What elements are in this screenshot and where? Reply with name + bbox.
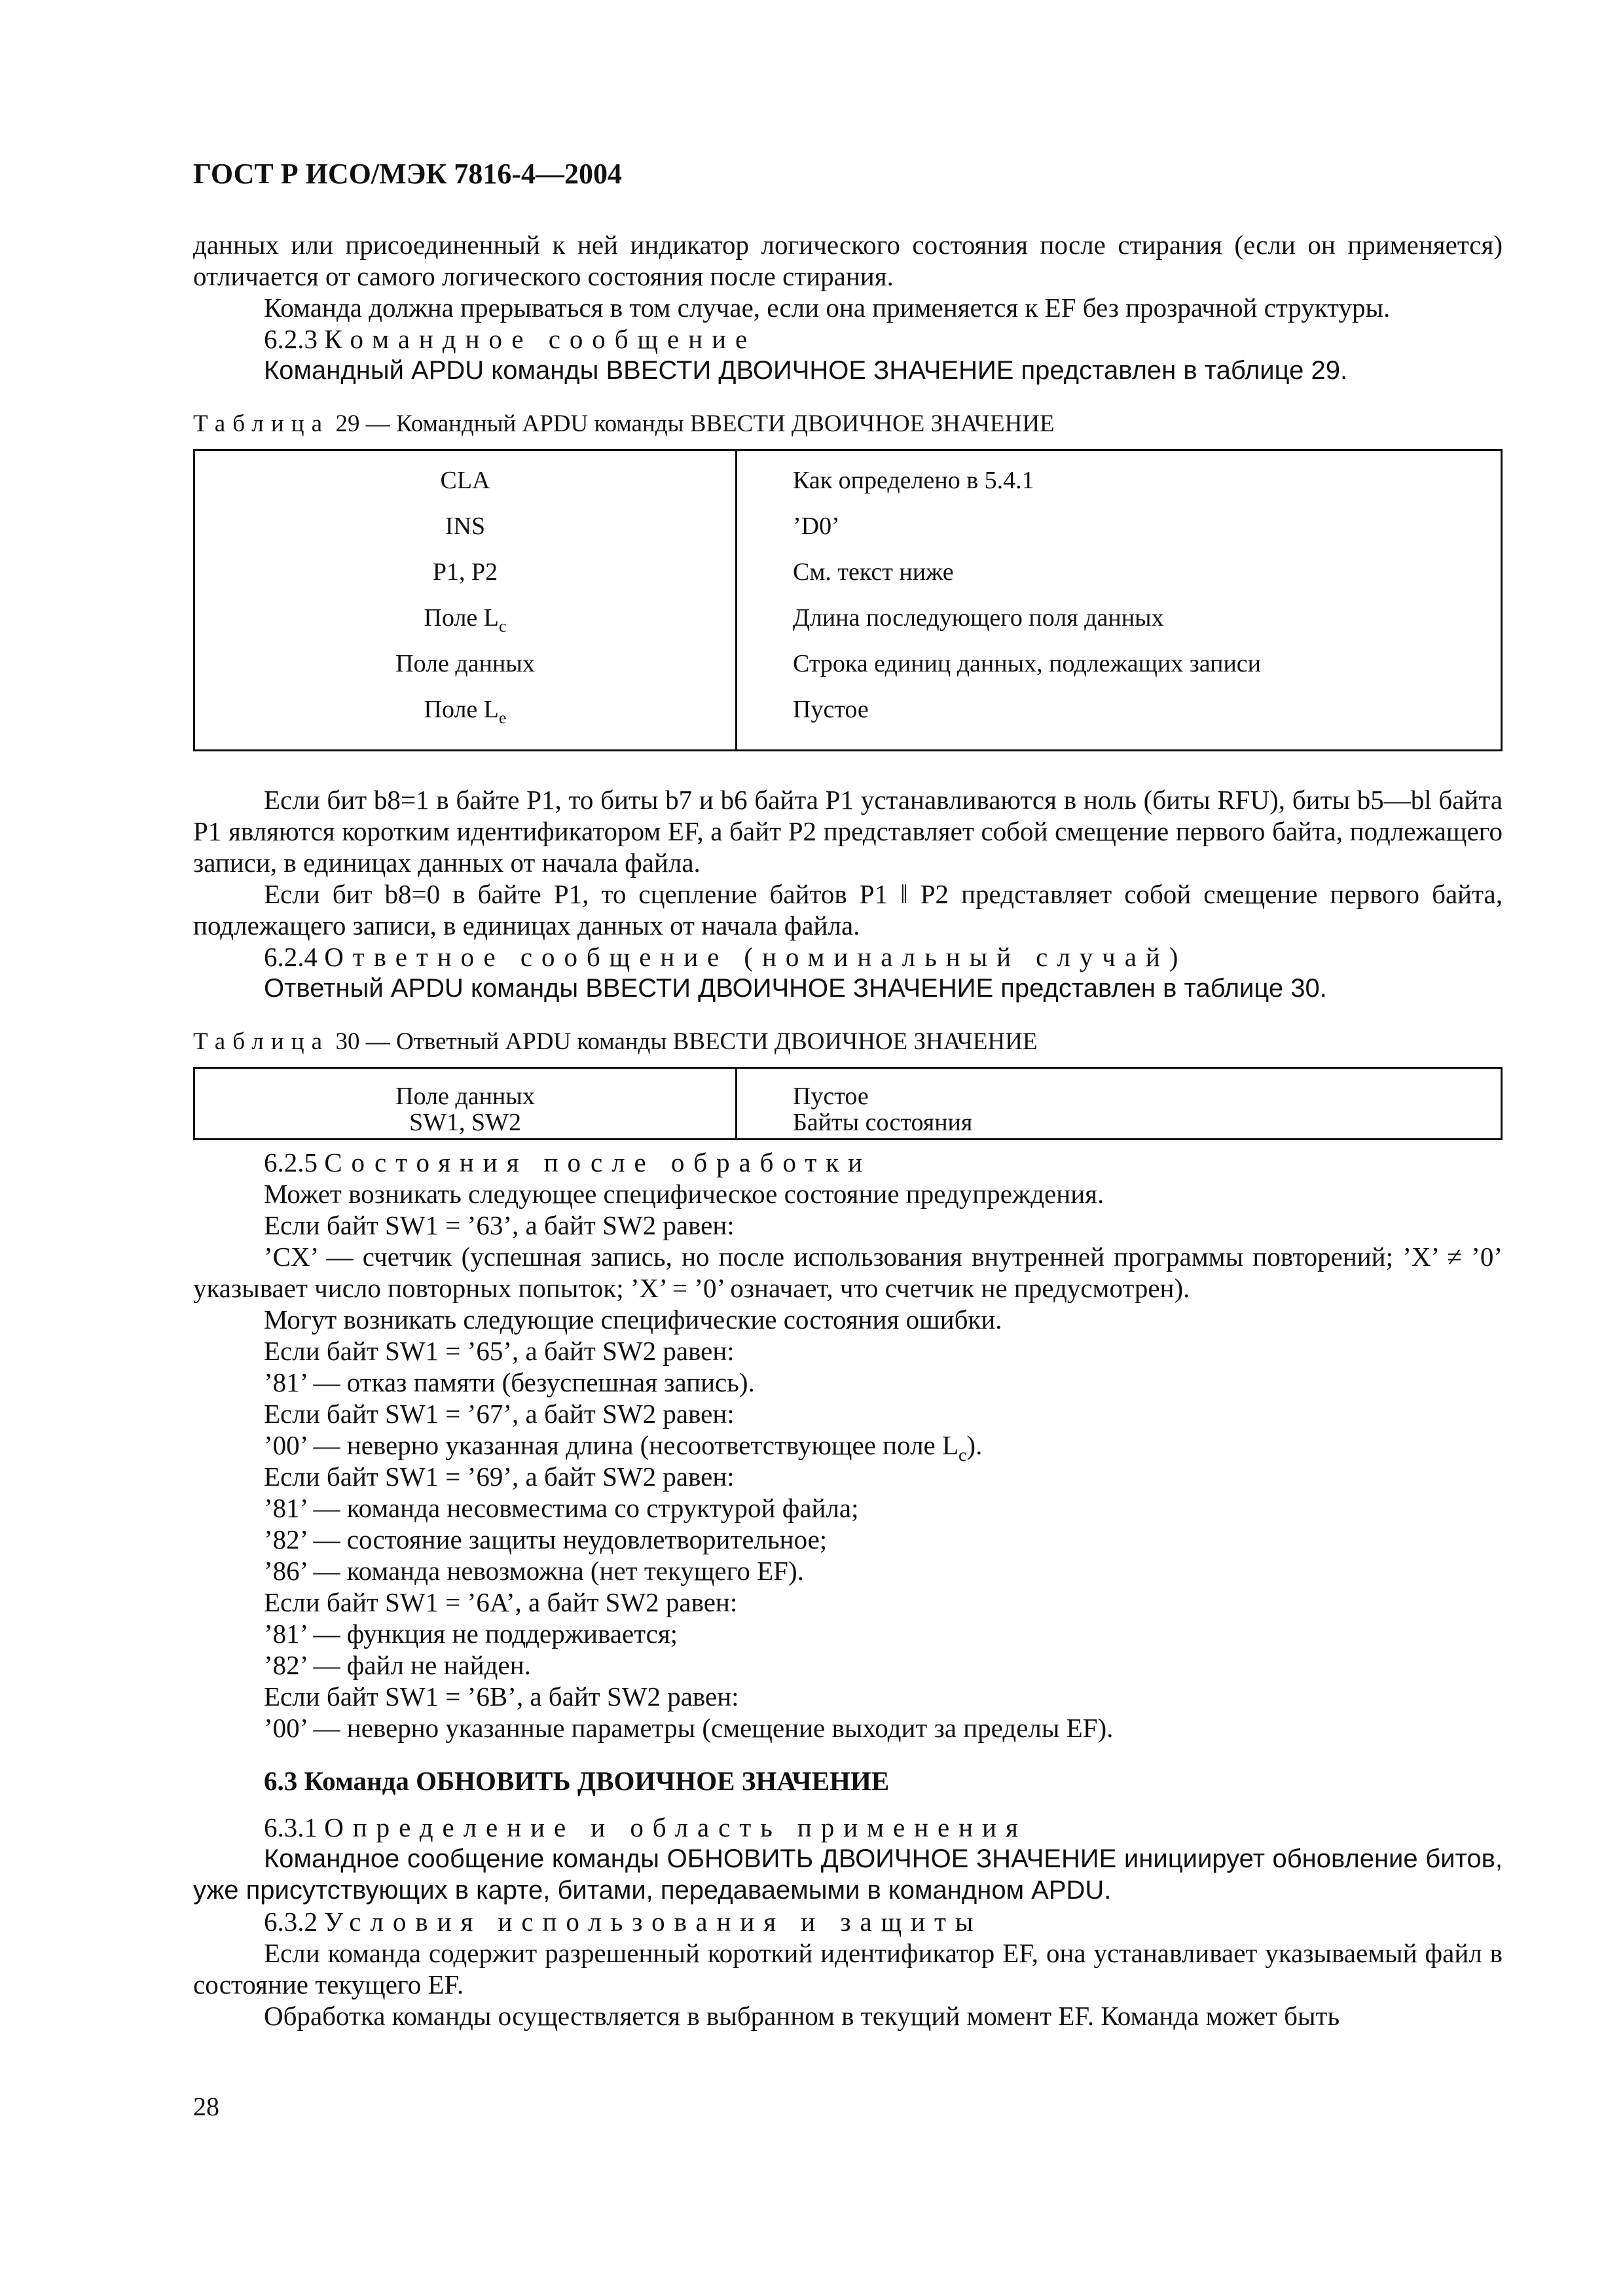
status-line: ’00’ — неверно указанные параметры (смещение выходит за пределы EF). — [264, 1713, 1114, 1743]
page-number: 28 — [193, 2092, 219, 2121]
section-number: 6.2.3 — [264, 324, 318, 354]
value-empty: Пустое — [793, 1083, 869, 1110]
table-row — [194, 1068, 1502, 1139]
table-cell-field: CLA — [194, 450, 737, 510]
page-content — [193, 157, 1503, 2032]
table-cell-value: Пустое — [793, 696, 869, 723]
section-title: Ответное сообщение (номинальный случай) — [324, 942, 1188, 972]
value-status: Байты состояния — [793, 1109, 973, 1136]
table-title: 29 — Командный APDU команды ВВЕСТИ ДВОИЧНОЕ ЗНАЧЕНИЕ — [335, 410, 1055, 437]
field-sw: SW1, SW2 — [409, 1109, 521, 1136]
table-label: Таблица — [193, 1028, 330, 1055]
table-title: 30 — Ответный APDU команды ВВЕСТИ ДВОИЧНОЕ ЗНАЧЕНИЕ — [335, 1028, 1038, 1055]
table-row — [194, 647, 1502, 692]
status-line: ’82’ — состояние защиты неудовлетворительное; — [264, 1524, 828, 1554]
table-cell-field — [194, 601, 737, 647]
section-title: Условия использования и защиты — [324, 1907, 983, 1937]
field-subscript: c — [499, 617, 507, 636]
table-30-caption — [193, 1028, 1503, 1056]
section-title: Состояния после обработки — [324, 1147, 871, 1177]
table-cell-field: INS — [194, 509, 737, 555]
section-6-3-1-text: Командное сообщение команды ОБНОВИТЬ ДВОИЧНОЕ ЗНАЧЕНИЕ инициирует обновление битов, уже присутствующих в карте, битами, передаваемыми в командном APDU. — [193, 1844, 1503, 1905]
section-6-3-heading: 6.3 Команда ОБНОВИТЬ ДВОИЧНОЕ ЗНАЧЕНИЕ — [264, 1766, 890, 1796]
status-line: Могут возникать следующие специфические состояния ошибки. — [264, 1304, 1002, 1335]
status-line: Если байт SW1 = ’6A’, а байт SW2 равен: — [264, 1587, 738, 1617]
after-table-29 — [193, 784, 1503, 941]
section-6-2-4-text: Ответный APDU команды ВВЕСТИ ДВОИЧНОЕ ЗНАЧЕНИЕ представлен в таблице 30. — [264, 974, 1327, 1003]
status-line: ’81’ — отказ памяти (безуспешная запись). — [264, 1367, 755, 1397]
table-cell-value: См. текст ниже — [793, 558, 954, 586]
table-row — [194, 692, 1502, 751]
section-number: 6.2.5 — [264, 1147, 318, 1177]
field-name: Поле L — [424, 604, 499, 632]
table-30 — [193, 1067, 1503, 1140]
status-line: Если байт SW1 = ’65’, а байт SW2 равен: — [264, 1336, 735, 1366]
section-6-3-2-paragraph-1: Если команда содержит разрешенный короткий идентификатор EF, она устанавливает указываемый файл в состояние текущего EF. — [193, 1938, 1503, 2000]
table-row — [194, 555, 1502, 601]
table-cell-value: ’D0’ — [793, 512, 840, 540]
status-line: Если байт SW1 = ’6B’, а байт SW2 равен: — [264, 1681, 739, 1712]
table-row — [194, 450, 1502, 510]
section-6-3-2-paragraph-2: Обработка команды осуществляется в выбранном в текущий момент EF. Команда может быть — [264, 2001, 1340, 2031]
table-cell-value: Как определено в 5.4.1 — [793, 467, 1034, 494]
status-line: Если байт SW1 = ’67’, а байт SW2 равен: — [264, 1399, 735, 1429]
section-6-3-1-heading — [193, 1812, 1503, 1843]
table-row — [194, 601, 1502, 647]
status-line-subscript: c — [958, 1444, 967, 1465]
status-line: Если байт SW1 = ’63’, а байт SW2 равен: — [264, 1210, 735, 1240]
table-cell-field: P1, P2 — [194, 555, 737, 601]
table-cell-value: Строка единиц данных, подлежащих записи — [793, 650, 1261, 677]
table-29 — [193, 449, 1503, 751]
table-label: Таблица — [193, 410, 330, 437]
section-6-2-3-text: Командный APDU команды ВВЕСТИ ДВОИЧНОЕ ЗНАЧЕНИЕ представлен в таблице 29. — [264, 356, 1348, 385]
status-line: ’86’ — команда невозможна (нет текущего EF). — [264, 1556, 804, 1586]
field-data: Поле данных — [395, 1083, 535, 1110]
status-line: ’81’ — функция не поддерживается; — [264, 1619, 678, 1649]
paragraph-b8-0: Если бит b8=0 в байте P1, то сцепление байтов P1 ‖ P2 представляет собой смещение первого байта, подлежащего записи, в единицах данных от начала файла. — [193, 879, 1503, 941]
status-line-end: ). — [966, 1430, 983, 1460]
table-cell-field — [194, 692, 737, 751]
status-line-text: ’00’ — неверно указанная длина (несоответствующее поле L — [264, 1430, 959, 1460]
table-cell-field: Поле данных — [194, 647, 737, 692]
document-header: ГОСТ Р ИСО/МЭК 7816-4—2004 — [193, 158, 623, 190]
status-cx-paragraph: ’CX’ — счетчик (успешная запись, но после использования внутренней программы повторений; ’X’ ≠ ’0’ указывает число повторных попыток; ’X’ = ’0’ означает, что счетчик не предусмотрен). — [193, 1242, 1503, 1303]
intro-paragraph-2: Команда должна прерываться в том случае, если она применяется к EF без прозрачной структуры. — [264, 293, 1391, 323]
section-6-2-4-heading — [193, 941, 1503, 973]
status-line: ’81’ — команда несовместима со структурой файла; — [264, 1493, 859, 1523]
section-number: 6.3.1 — [264, 1812, 318, 1842]
status-line: ’82’ — файл не найден. — [264, 1650, 531, 1680]
table-row — [194, 509, 1502, 555]
field-subscript: e — [499, 708, 507, 728]
section-title: Командное сообщение — [324, 324, 757, 354]
table-cell-value — [737, 1068, 1502, 1139]
status-line — [193, 1429, 1503, 1465]
table-cell-value: Длина последующего поля данных — [793, 604, 1164, 632]
intro-paragraph-1: данных или присоединенный к ней индикатор логического состояния после стирания (если он применяется) отличается от самого логического состояния после стирания. — [193, 230, 1503, 291]
table-cell-field — [194, 1068, 737, 1139]
table-29-caption — [193, 410, 1503, 439]
status-line: Может возникать следующее специфическое состояние предупреждения. — [264, 1179, 1104, 1209]
section-number: 6.3.2 — [264, 1907, 318, 1937]
field-name: Поле L — [424, 696, 499, 723]
section-6-2-5-heading — [193, 1147, 1503, 1178]
paragraph-b8-1: Если бит b8=1 в байте P1, то биты b7 и b6 байта P1 устанавливаются в ноль (биты RFU), биты b5—bl байта P1 являются коротким идентификатором EF, а байт P2 представляет собой смещение первого байта, подлежащего записи, в единицах данных от начала файла. — [193, 785, 1503, 878]
section-6-2-3-heading — [193, 323, 1503, 355]
section-6-3-2-heading — [193, 1906, 1503, 1937]
section-number: 6.2.4 — [264, 942, 318, 972]
status-line: Если байт SW1 = ’69’, а байт SW2 равен: — [264, 1462, 735, 1492]
section-title: Определение и область применения — [324, 1812, 1027, 1842]
